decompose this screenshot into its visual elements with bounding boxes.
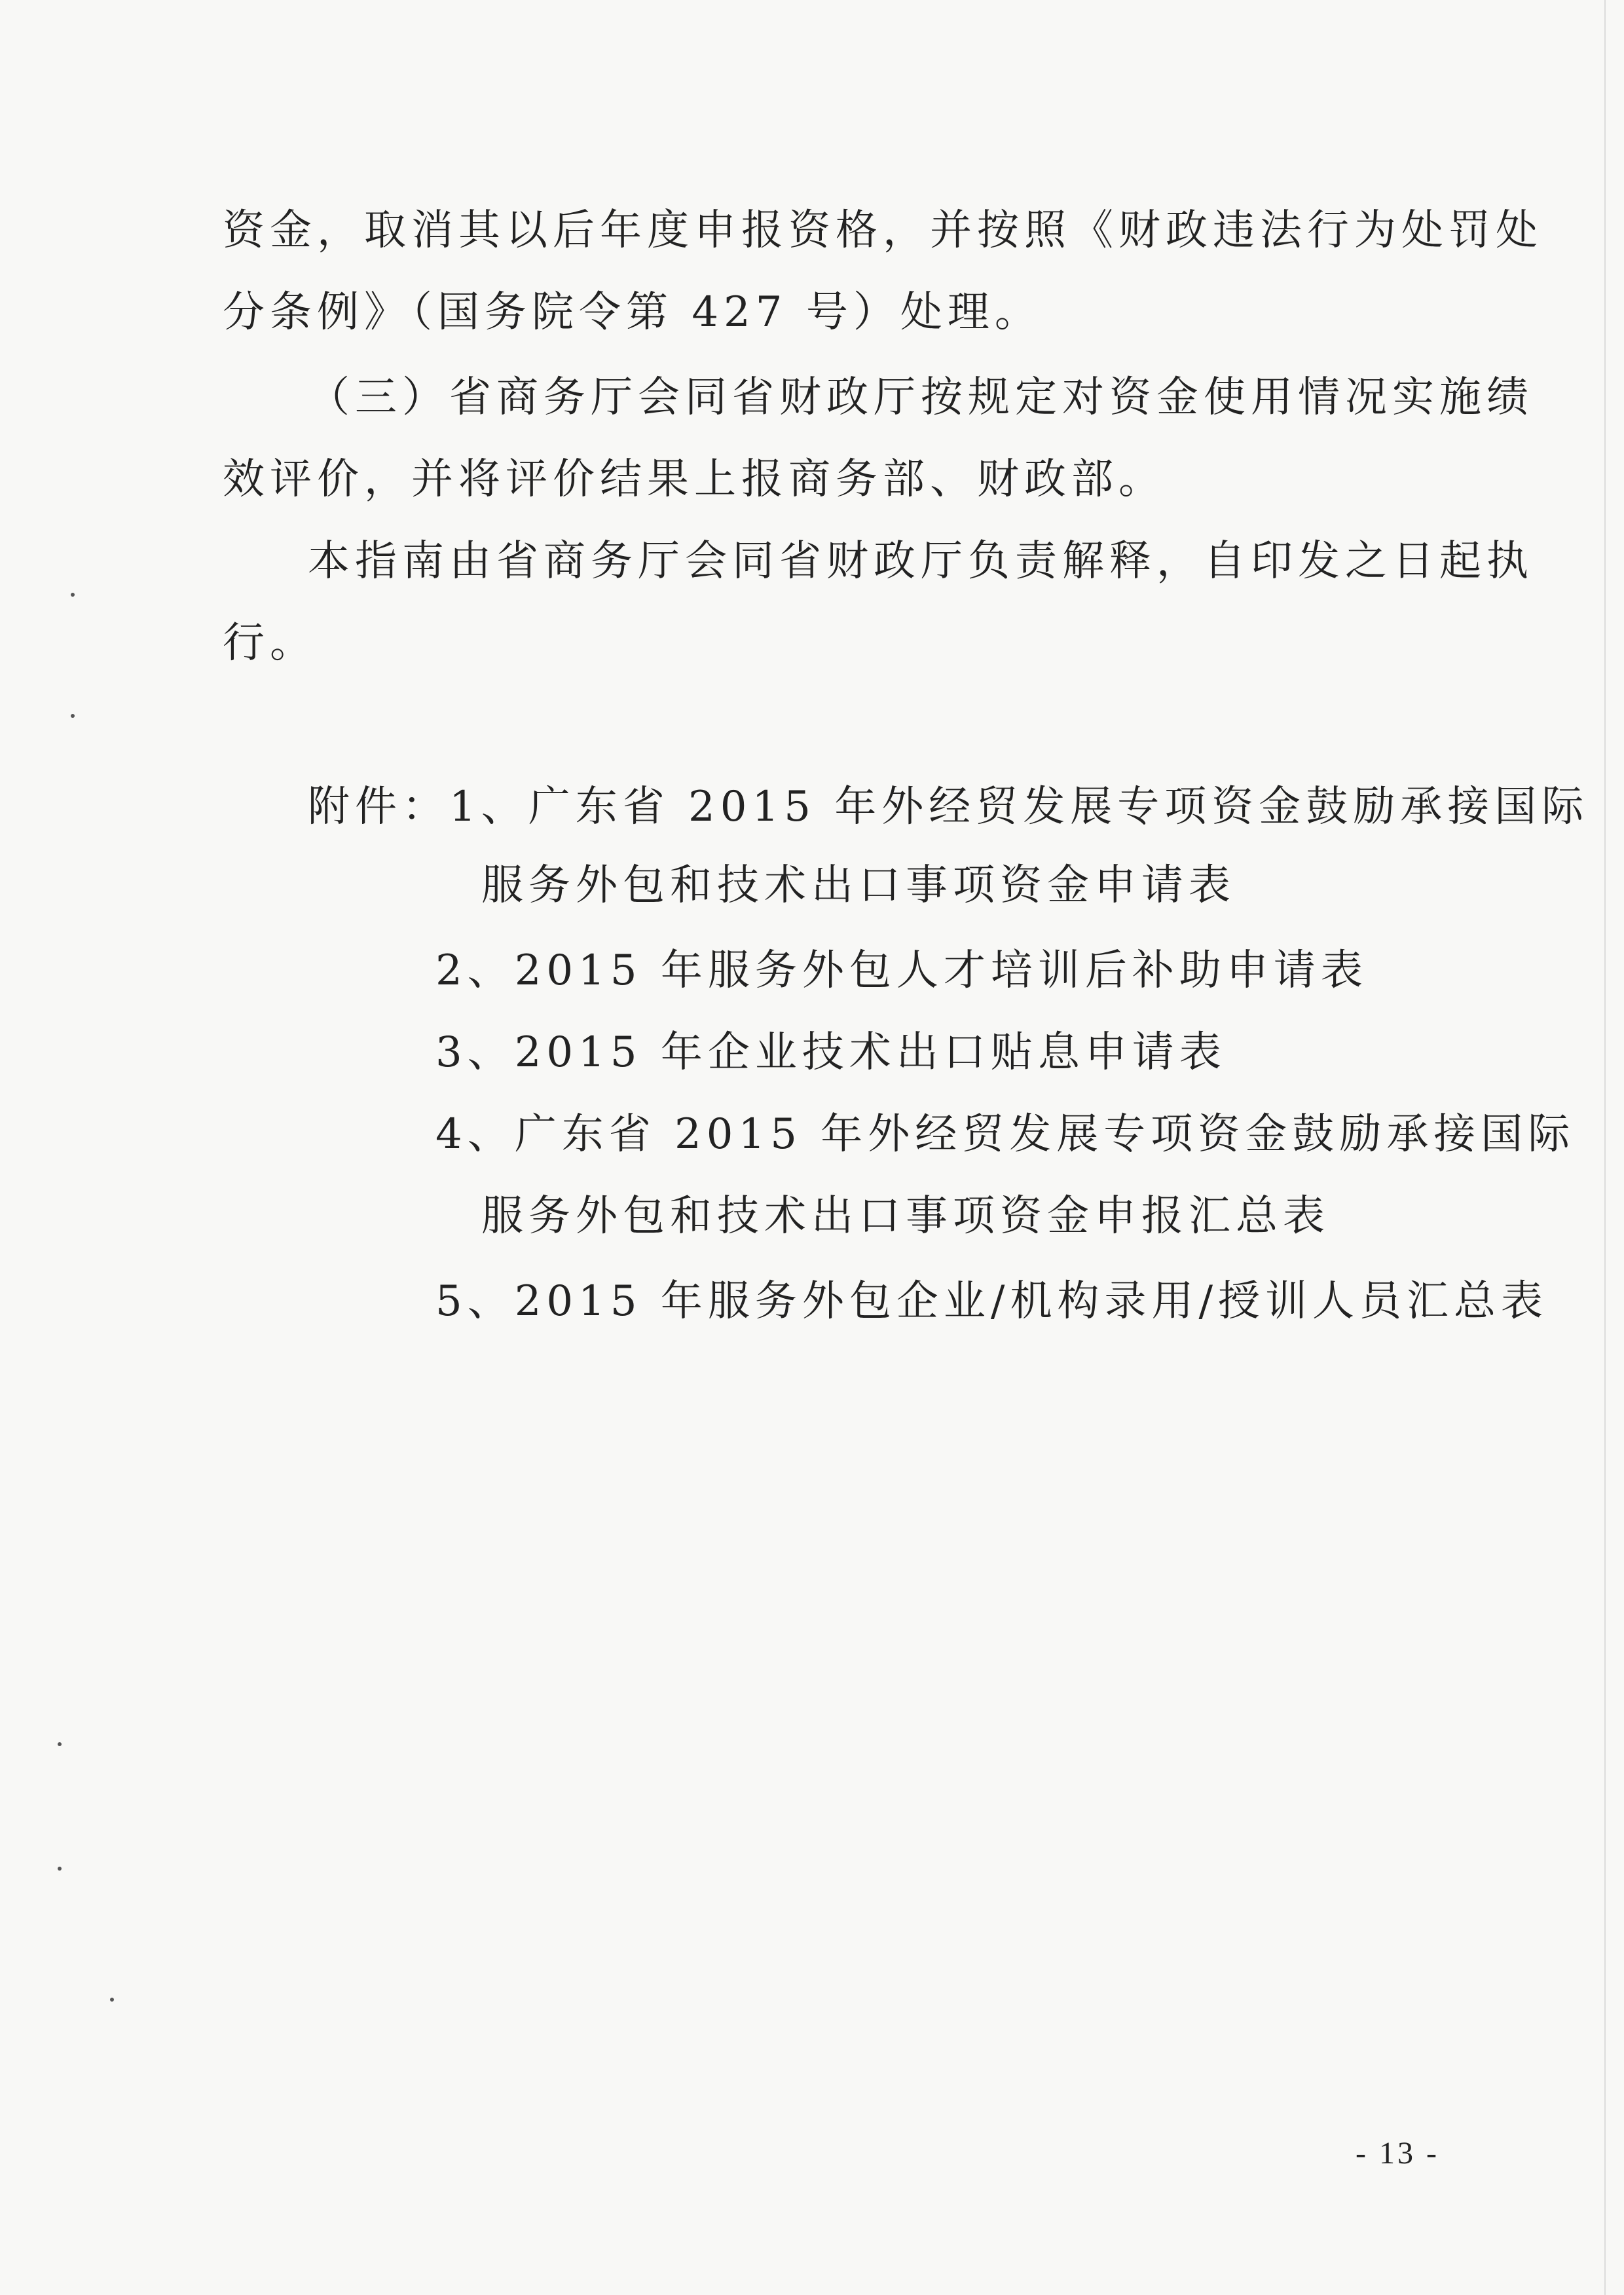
scan-speck xyxy=(110,1998,114,2002)
body-line-6: 行。 xyxy=(223,619,317,667)
scan-speck xyxy=(58,1742,62,1746)
scan-speck xyxy=(71,714,75,718)
scan-speck xyxy=(58,1867,62,1871)
body-line-4: 效评价，并将评价结果上报商务部、财政部。 xyxy=(223,455,1166,504)
attachment-line-1: 附件：1、广东省 2015 年外经贸发展专项资金鼓励承接国际 xyxy=(308,783,1589,831)
body-line-3: （三）省商务厅会同省财政厅按规定对资金使用情况实施绩 xyxy=(308,373,1534,422)
page-number: - 13 - xyxy=(1356,2136,1439,2171)
body-line-1: 资金，取消其以后年度申报资格，并按照《财政违法行为处罚处 xyxy=(223,206,1543,255)
page-edge-line xyxy=(1604,0,1606,2295)
attachment-line-6: 服务外包和技术出口事项资金申报汇总表 xyxy=(481,1192,1330,1241)
body-line-2: 分条例》（国务院令第 427 号）处理。 xyxy=(223,288,1042,337)
attachment-line-4: 3、2015 年企业技术出口贴息申请表 xyxy=(435,1028,1227,1077)
attachment-line-5: 4、广东省 2015 年外经贸发展专项资金鼓励承接国际 xyxy=(435,1110,1576,1159)
attachment-line-7: 5、2015 年服务外包企业/机构录用/授训人员汇总表 xyxy=(435,1277,1549,1326)
attachment-line-2: 服务外包和技术出口事项资金申请表 xyxy=(481,861,1236,910)
attachment-line-3: 2、2015 年服务外包人才培训后补助申请表 xyxy=(435,946,1368,995)
scan-speck xyxy=(71,593,75,597)
body-line-5: 本指南由省商务厅会同省财政厅负责解释，自印发之日起执 xyxy=(308,537,1534,586)
